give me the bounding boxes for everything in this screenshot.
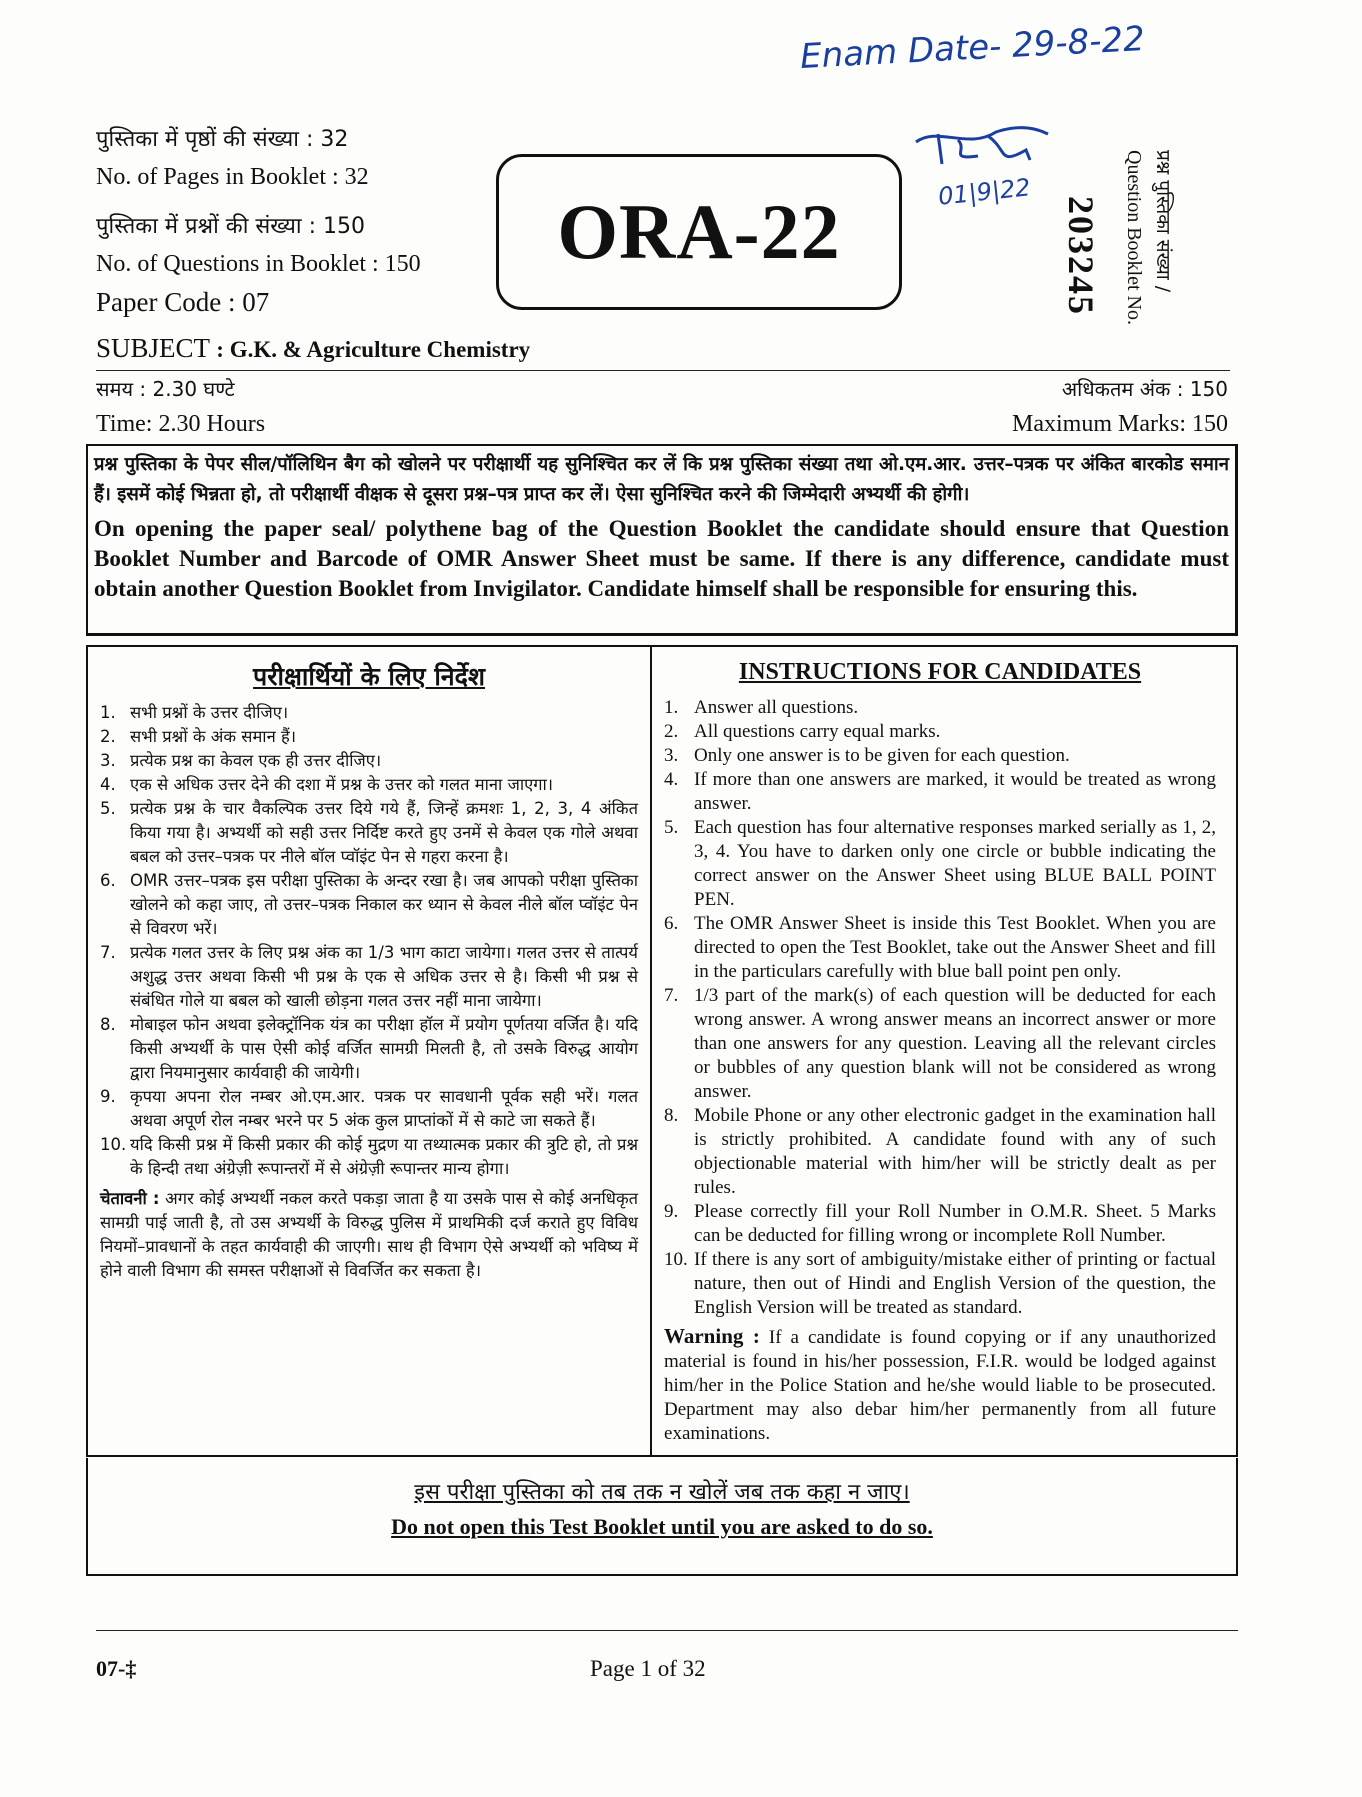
warning-text-hindi: अगर कोई अभ्यर्थी नकल करते पकड़ा जाता है या उसके पास से कोई अनधिकृत सामग्री पाई जाती है, तो उस अभ्यर्थी के विरुद्ध पुलिस में प्राथमिकी दर्ज कराते हुए विविध नियमों–प्रावधानों के तहत कार्यवाही की जाएगी। साथ ही विभाग ऐसे अभ्यर्थी को भविष्य में होने वाली विभाग की समस्त परीक्षाओं से विवर्जित कर सकता है। — [100, 1189, 639, 1280]
booklet-number-label-hindi: प्रश्न पुस्तिका संख्या / — [1152, 150, 1174, 293]
item-text: Only one answer is to be given for each question. — [694, 745, 1070, 766]
item-text: Mobile Phone or any other electronic gadget in the examination hall is strictly prohibited. A candidate found with any of such objectionable material with him/her will be strictly dealt as per rules. — [694, 1105, 1216, 1198]
item-number: 5. — [100, 799, 116, 818]
list-item — [664, 768, 1216, 816]
item-number: 2. — [664, 721, 679, 742]
item-text: OMR उत्तर–पत्रक इस परीक्षा पुस्तिका के अन्दर रखा है। जब आपको परीक्षा पुस्तिका खोलने को कहा जाए, तो उत्तर–पत्रक निकाल कर ध्यान से केवल नीले बॉल प्वॉइंट पेन से विवरण भरें। — [130, 871, 639, 938]
subject-label: SUBJECT — [96, 333, 210, 363]
item-number: 1. — [100, 703, 116, 722]
list-item — [664, 1104, 1216, 1200]
item-text: सभी प्रश्नों के अंक समान हैं। — [130, 727, 296, 746]
list-item — [664, 816, 1216, 912]
item-number: 10. — [100, 1135, 127, 1154]
item-text: 1/3 part of the mark(s) of each question will be deducted for each wrong answer. A wrong answer means an incorrect answer or more than one answers for any question. Leaving all the relevant circles or bubbles of any question blank will not be considered as wrong answer. — [694, 985, 1216, 1102]
max-marks-english: Maximum Marks: 150 — [1012, 411, 1228, 437]
item-number: 10. — [664, 1249, 688, 1270]
list-item — [100, 749, 638, 773]
instructions-english-column — [652, 647, 1236, 1455]
pages-count-hindi: पुस्तिका में पृष्ठों की संख्या : 32 — [96, 127, 349, 152]
item-number: 3. — [664, 745, 679, 766]
list-item — [100, 1133, 638, 1181]
time-english: Time: 2.30 Hours — [96, 411, 266, 437]
warning-text-english: If a candidate is found copying or if any unauthorized material is found in his/her possession, F.I.R. would be lodged against him/her in the Police Station and he/she would liable to be prosecuted. Department may also debar him/her permanently from all future examinations. — [664, 1327, 1217, 1444]
do-not-open-english: Do not open this Test Booklet until you are asked to do so. — [391, 1514, 933, 1539]
list-item — [664, 744, 1216, 768]
subject-line — [96, 332, 530, 366]
instructions-list-hindi — [100, 701, 638, 1181]
list-item — [664, 720, 1216, 744]
booklet-number: 203245 — [1061, 196, 1101, 316]
item-number: 5. — [664, 817, 679, 838]
item-text: प्रत्येक प्रश्न का केवल एक ही उत्तर दीजिए। — [130, 751, 382, 770]
item-text: If more than one answers are marked, it would be treated as wrong answer. — [694, 769, 1216, 814]
item-number: 6. — [100, 871, 116, 890]
booklet-code-box — [496, 154, 902, 310]
item-number: 9. — [664, 1201, 679, 1222]
opening-notice-english: On opening the paper seal/ polythene bag of the Question Booklet the candidate should ensure that Question Booklet Number and Barcode of OMR Answer Sheet must be same. If there is any difference, candidate must obtain another Question Booklet from Invigilator. Candidate himself shall be responsible for ensuring this. — [94, 516, 1229, 601]
do-not-open-box — [86, 1458, 1238, 1576]
item-number: 2. — [100, 727, 116, 746]
list-item — [100, 701, 638, 725]
list-item — [664, 984, 1216, 1104]
exam-date-handwritten: Enam Date- 29-8-22 — [799, 19, 1146, 77]
instructions-hindi-column — [88, 647, 652, 1455]
item-number: 4. — [100, 775, 116, 794]
warning-hindi — [100, 1187, 638, 1283]
max-marks-hindi: अधिकतम अंक : 150 — [1061, 377, 1228, 401]
opening-notice-hindi: प्रश्न पुस्तिका के पेपर सील/पॉलिथिन बैग को खोलने पर परीक्षार्थी यह सुनिश्चित कर लें कि प्रश्न पुस्तिका संख्या तथा ओ.एम.आर. उत्तर–पत्रक पर अंकित बारकोड समान हैं। इसमें कोई भिन्नता हो, तो परीक्षार्थी वीक्षक से दूसरा प्रश्न–पत्र प्राप्त कर लें। ऐसा सुनिश्चित करने की जिम्मेदारी अभ्यर्थी की होगी। — [94, 454, 1229, 505]
item-number: 1. — [664, 697, 679, 718]
do-not-open-hindi: इस परीक्षा पुस्तिका को तब तक न खोलें जब तक कहा न जाए। — [414, 1480, 910, 1505]
list-item — [100, 1013, 638, 1085]
item-number: 6. — [664, 913, 679, 934]
booklet-number-label-english: Question Booklet No. — [1123, 150, 1145, 325]
list-item — [100, 1085, 638, 1133]
page-number: Page 1 of 32 — [590, 1656, 706, 1681]
list-item — [664, 696, 1216, 720]
item-text: प्रत्येक गलत उत्तर के लिए प्रश्न अंक का 1/3 भाग काटा जायेगा। गलत उत्तर से तात्पर्य अशुद्ध उत्तर अथवा किसी भी प्रश्न के एक से अधिक उत्तर से है। किसी भी प्रश्न से संबंधित गोले या बबल को खाली छोड़ना गलत उत्तर नहीं माना जायेगा। — [130, 943, 639, 1010]
item-text: सभी प्रश्नों के उत्तर दीजिए। — [130, 703, 289, 722]
item-text: Answer all questions. — [694, 697, 859, 718]
list-item — [100, 797, 638, 869]
item-text: यदि किसी प्रश्न में किसी प्रकार की कोई मुद्रण या तथ्यात्मक प्रकार की त्रुटि हो, तो प्रश्न के हिन्दी तथा अंग्रेज़ी रूपान्तरों में से अंग्रेज़ी रूपान्तर मान्य होगा। — [130, 1135, 639, 1178]
item-number: 7. — [100, 943, 116, 962]
warning-label-english: Warning : — [664, 1324, 760, 1348]
item-text: Each question has four alternative responses marked serially as 1, 2, 3, 4. You have to darken only one circle or bubble indicating the correct answer on the Answer Sheet using BLUE BALL POINT PEN. — [694, 817, 1216, 910]
footer-code: 07-‡ — [96, 1656, 137, 1681]
header-rule — [96, 370, 1230, 371]
warning-label-hindi: चेतावनी : — [100, 1189, 160, 1208]
instructions-heading-hindi: परीक्षार्थियों के लिए निर्देश — [253, 662, 485, 691]
initials-date-handwritten: 01|9|22 — [936, 173, 1032, 211]
instructions-heading-english: INSTRUCTIONS FOR CANDIDATES — [738, 659, 1142, 685]
instructions-list-english — [664, 696, 1216, 1320]
instructions-panel — [86, 645, 1238, 1457]
list-item — [100, 773, 638, 797]
opening-notice-box — [86, 444, 1238, 636]
paper-code: Paper Code : 07 — [96, 287, 270, 317]
list-item — [100, 941, 638, 1013]
list-item — [100, 725, 638, 749]
list-item — [664, 1248, 1216, 1320]
item-text: कृपया अपना रोल नम्बर ओ.एम.आर. पत्रक पर सावधानी पूर्वक सही भरें। गलत अथवा अपूर्ण रोल नम्बर भरने पर 5 अंक कुल प्राप्तांकों में से काटे जा सकते हैं। — [130, 1087, 639, 1130]
time-hindi: समय : 2.30 घण्टे — [96, 377, 235, 401]
item-text: एक से अधिक उत्तर देने की दशा में प्रश्न के उत्तर को गलत माना जाएगा। — [130, 775, 554, 794]
subject-value: : G.K. & Agriculture Chemistry — [216, 337, 531, 362]
list-item — [664, 912, 1216, 984]
questions-count-english: No. of Questions in Booklet : 150 — [96, 251, 421, 277]
item-text: प्रत्येक प्रश्न के चार वैकल्पिक उत्तर दिये गये हैं, जिन्हें क्रमशः 1, 2, 3, 4 अंकित किया गया है। अभ्यर्थी को सही उत्तर निर्दिष्ट करते हुए उनमें से केवल एक गोले अथवा बबल को उत्तर–पत्रक पर नीले बॉल प्वॉइंट पेन से गहरा करना है। — [130, 799, 639, 866]
booklet-code: ORA-22 — [557, 188, 841, 275]
warning-english — [664, 1324, 1216, 1446]
item-number: 7. — [664, 985, 679, 1006]
item-text: Please correctly fill your Roll Number in O.M.R. Sheet. 5 Marks can be deducted for filling wrong or incomplete Roll Number. — [694, 1201, 1216, 1246]
item-number: 8. — [100, 1015, 116, 1034]
item-text: मोबाइल फोन अथवा इलेक्ट्रॉनिक यंत्र का परीक्षा हॉल में प्रयोग पूर्णतया वर्जित है। यदि किसी अभ्यर्थी के पास ऐसी कोई वर्जित सामग्री मिलती है, तो उसके विरुद्ध आयोग द्वारा नियमानुसार कार्यवाही की जायेगी। — [130, 1015, 639, 1082]
questions-count-hindi: पुस्तिका में प्रश्नों की संख्या : 150 — [96, 214, 365, 239]
item-text: If there is any sort of ambiguity/mistake either of printing or factual nature, then out of Hindi and English Version of the question, the English Version will be treated as standard. — [694, 1249, 1216, 1318]
item-number: 8. — [664, 1105, 679, 1126]
pages-count-english: No. of Pages in Booklet : 32 — [96, 164, 369, 190]
item-text: All questions carry equal marks. — [694, 721, 941, 742]
item-number: 9. — [100, 1087, 116, 1106]
list-item — [100, 869, 638, 941]
item-number: 4. — [664, 769, 679, 790]
footer-rule — [96, 1630, 1238, 1631]
list-item — [664, 1200, 1216, 1248]
item-number: 3. — [100, 751, 116, 770]
item-text: The OMR Answer Sheet is inside this Test Booklet. When you are directed to open the Test Booklet, take out the Answer Sheet and fill in the particulars carefully with blue ball point pen only. — [694, 913, 1216, 982]
